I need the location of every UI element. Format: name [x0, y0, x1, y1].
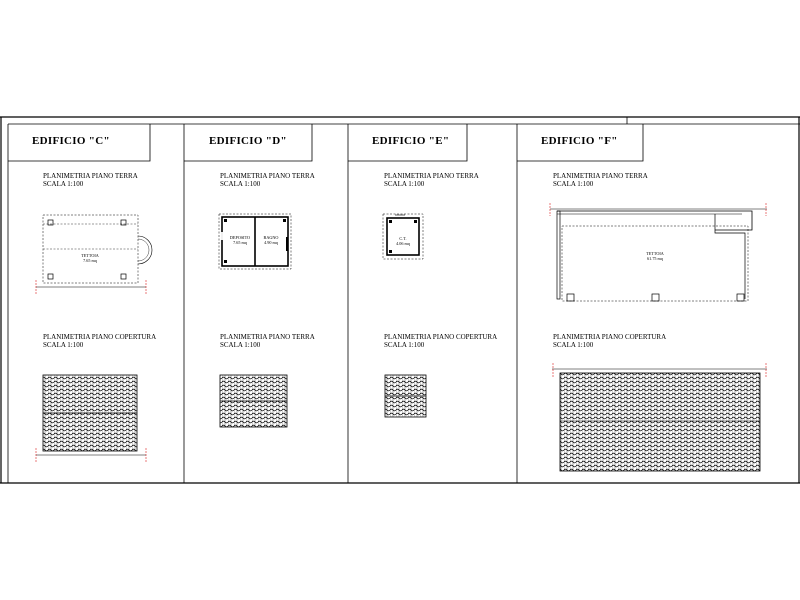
- plan-d-roof: [220, 375, 287, 427]
- room-label-f-tettoia: [635, 251, 675, 261]
- caption-f-roof: [553, 333, 666, 349]
- scale-line: SCALA 1:100: [553, 180, 594, 188]
- scale-line: SCALA 1:100: [43, 180, 84, 188]
- plan-f-roof: [552, 363, 767, 471]
- room-area: 61.75 mq: [647, 256, 663, 261]
- room-name: C.T.: [399, 236, 407, 241]
- caption-e-roof: [384, 333, 497, 349]
- caption-line: PLANIMETRIA PIANO TERRA: [553, 172, 648, 180]
- caption-e-ground: [384, 172, 479, 188]
- caption-d-roof: [220, 333, 315, 349]
- caption-line: PLANIMETRIA PIANO TERRA: [220, 333, 315, 341]
- scale-line: SCALA 1:100: [384, 341, 425, 349]
- scale-line: SCALA 1:100: [220, 341, 261, 349]
- scale-line: SCALA 1:100: [553, 341, 594, 349]
- room-label-c-tettoia: [70, 253, 110, 263]
- room-name: DEPOSITO: [229, 235, 251, 240]
- caption-c-roof: [43, 333, 156, 349]
- room-area: 7.65 mq: [233, 240, 247, 245]
- scale-line: SCALA 1:100: [43, 341, 84, 349]
- room-area: 4.06 mq: [396, 241, 410, 246]
- room-area: 7.65 mq: [83, 258, 97, 263]
- caption-f-ground: [553, 172, 648, 188]
- room-label-d-deposito: [224, 235, 256, 245]
- room-label-d-bagno: [256, 235, 286, 245]
- caption-line: PLANIMETRIA PIANO TERRA: [384, 172, 479, 180]
- plan-e-roof: [385, 375, 426, 417]
- scale-line: SCALA 1:100: [384, 180, 425, 188]
- room-name: TETTOIA: [81, 253, 99, 258]
- caption-d-ground: [220, 172, 315, 188]
- room-label-e-ct: [389, 236, 417, 246]
- scale-line: SCALA 1:100: [220, 180, 261, 188]
- caption-line: PLANIMETRIA PIANO COPERTURA: [384, 333, 498, 341]
- caption-line: PLANIMETRIA PIANO COPERTURA: [553, 333, 667, 341]
- title-edificio-f: EDIFICIO "F": [541, 135, 618, 147]
- caption-line: PLANIMETRIA PIANO TERRA: [220, 172, 315, 180]
- room-name: TETTOIA: [646, 251, 664, 256]
- room-area: 4.90 mq: [264, 240, 278, 245]
- plan-c-roof: [36, 375, 146, 462]
- title-edificio-e: EDIFICIO "E": [372, 135, 450, 147]
- room-name: BAGNO: [263, 235, 279, 240]
- title-edificio-d: EDIFICIO "D": [209, 135, 287, 147]
- title-edificio-c: EDIFICIO "C": [32, 135, 110, 147]
- caption-c-ground: [43, 172, 138, 188]
- caption-line: PLANIMETRIA PIANO COPERTURA: [43, 333, 157, 341]
- caption-line: PLANIMETRIA PIANO TERRA: [43, 172, 138, 180]
